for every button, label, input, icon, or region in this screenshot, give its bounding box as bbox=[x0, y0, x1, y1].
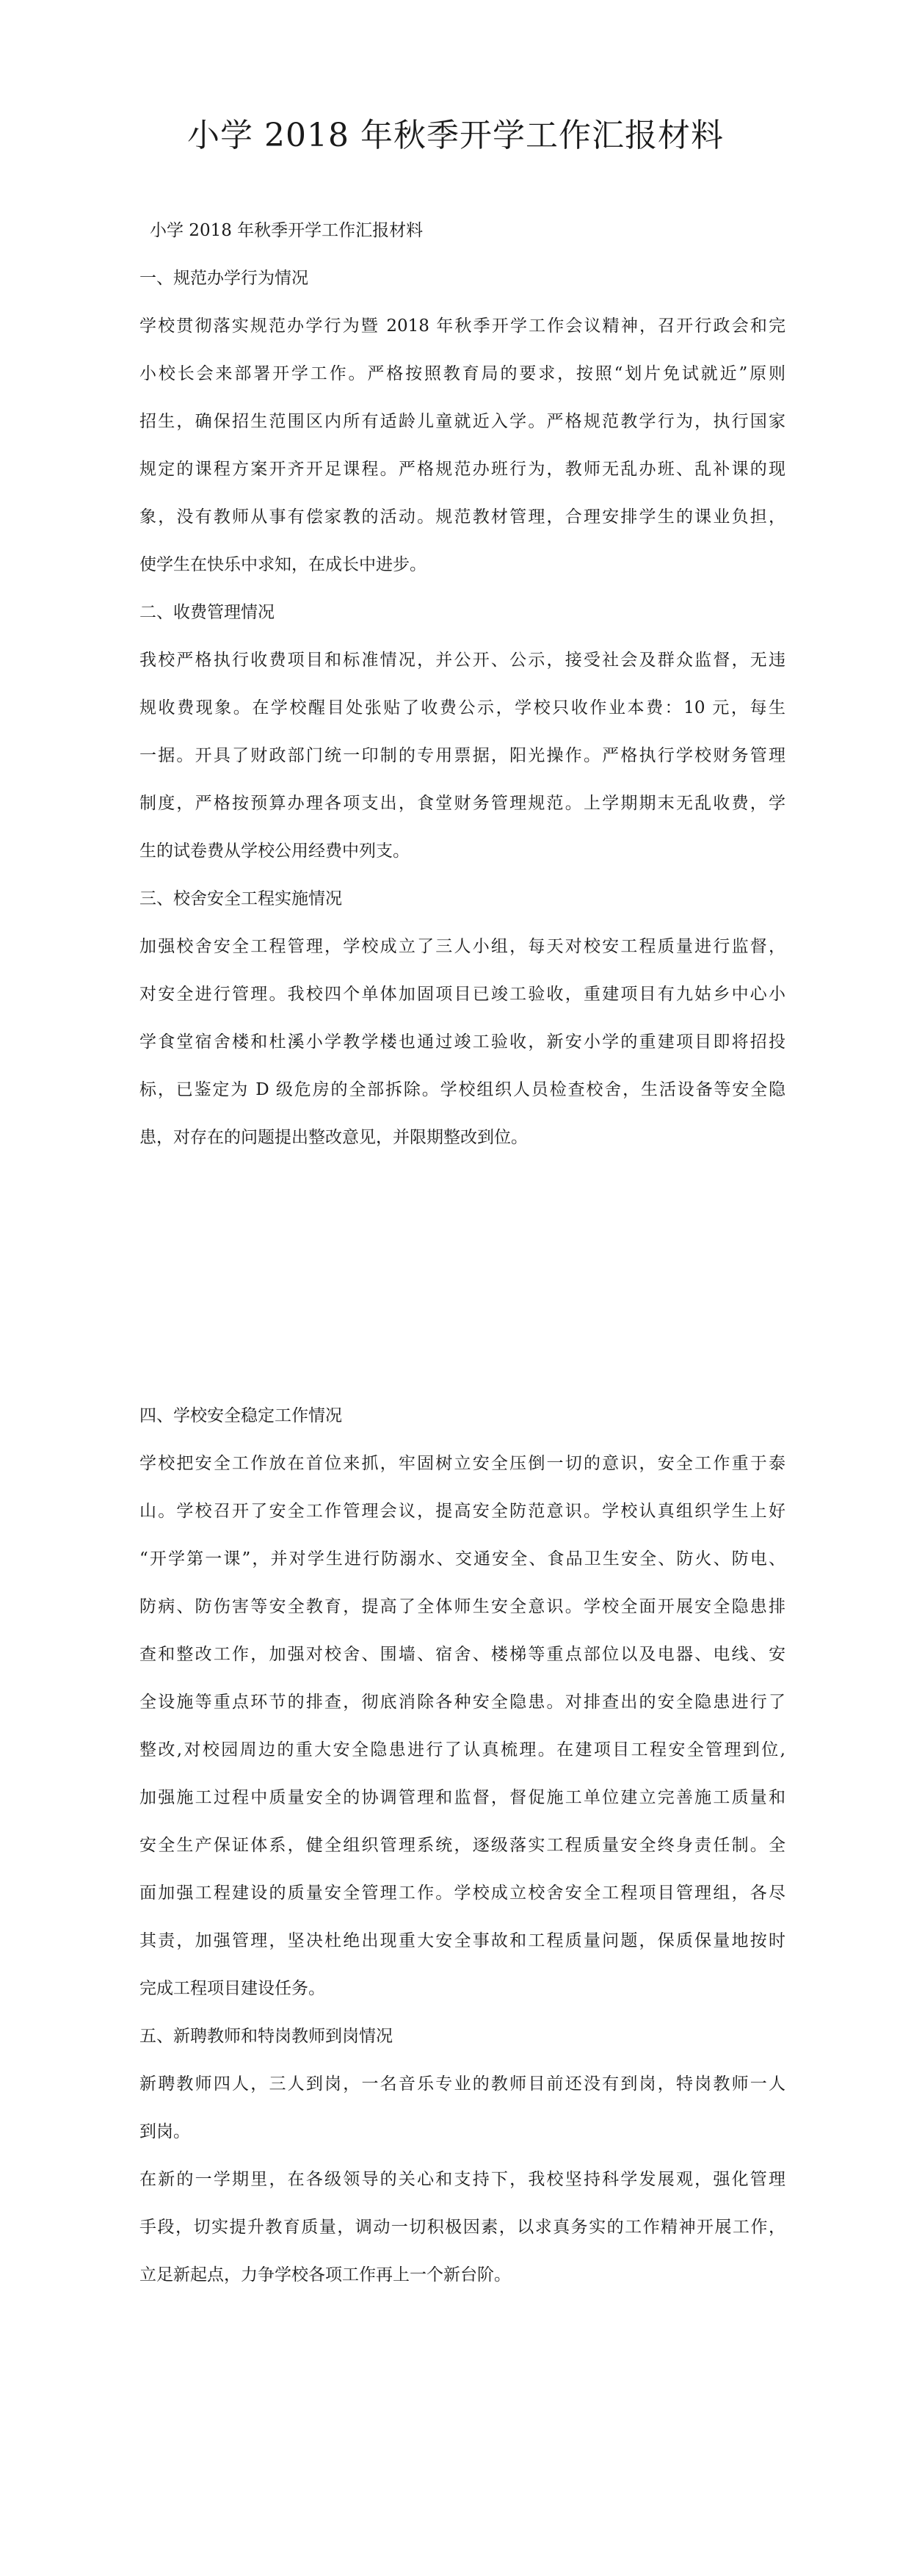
paragraph bbox=[139, 2061, 785, 2156]
body-block-2 bbox=[139, 1392, 785, 2299]
paragraph-line: 规定的课程方案开齐开足课程。严格规范办班行为，教师无乱办班、乱补课的现 bbox=[139, 460, 785, 479]
paragraph-line: 使学生在快乐中求知，在成长中进步。 bbox=[139, 555, 427, 574]
paragraph-line: 标，已鉴定为 D 级危房的全部拆除。学校组织人员检查校舍，生活设备等安全隐 bbox=[139, 1080, 785, 1099]
paragraph bbox=[139, 923, 785, 1162]
paragraph-line: “开学第一课”，并对学生进行防溺水、交通安全、食品卫生安全、防火、防电、 bbox=[139, 1549, 785, 1569]
paragraph-line: 规收费现象。在学校醒目处张贴了收费公示，学校只收作业本费：10 元，每生 bbox=[139, 698, 785, 717]
paragraph-line: 对安全进行管理。我校四个单体加固项目已竣工验收，重建项目有九姑乡中心小 bbox=[139, 985, 785, 1004]
paragraph-line: 其责，加强管理，坚决杜绝出现重大安全事故和工程质量问题，保质保量地按时 bbox=[139, 1931, 785, 1950]
paragraph-line: 患，对存在的问题提出整改意见，并限期整改到位。 bbox=[139, 1128, 528, 1147]
paragraph-line: 面加强工程建设的质量安全管理工作。学校成立校舍安全工程项目管理组，各尽 bbox=[139, 1884, 785, 1903]
paragraph-line: 到岗。 bbox=[139, 2122, 190, 2141]
paragraph-line: 加强校舍安全工程管理，学校成立了三人小组，每天对校安工程质量进行监督， bbox=[139, 937, 785, 956]
paragraph-line: 学校把安全工作放在首位来抓，牢固树立安全压倒一切的意识，安全工作重于泰 bbox=[139, 1454, 785, 1473]
body-block-1 bbox=[139, 207, 785, 1162]
paragraph bbox=[139, 637, 785, 875]
paragraph-line: 我校严格执行收费项目和标准情况，并公开、公示，接受社会及群众监督，无违 bbox=[139, 651, 785, 670]
paragraph-line: 完成工程项目建设任务。 bbox=[139, 1979, 325, 1998]
paragraph-line: 安全生产保证体系，健全组织管理系统，逐级落实工程质量安全终身责任制。全 bbox=[139, 1836, 785, 1855]
paragraph bbox=[139, 2156, 785, 2299]
paragraph-line: 全设施等重点环节的排查，彻底消除各种安全隐患。对排查出的安全隐患进行了 bbox=[139, 1693, 785, 1712]
section-heading: 三、校舍安全工程实施情况 bbox=[139, 889, 342, 908]
paragraph-line: 学校贯彻落实规范办学行为暨 2018 年秋季开学工作会议精神，召开行政会和完 bbox=[139, 316, 785, 336]
paragraph-line: 一据。开具了财政部门统一印制的专用票据，阳光操作。严格执行学校财务管理 bbox=[139, 746, 785, 765]
document-title: 小学 2018 年秋季开学工作汇报材料 bbox=[187, 117, 724, 154]
paragraph-line: 查和整改工作，加强对校舍、围墙、宿舍、楼梯等重点部位以及电器、电线、安 bbox=[139, 1645, 785, 1664]
document-subtitle: 小学 2018 年秋季开学工作汇报材料 bbox=[150, 221, 424, 240]
paragraph-line: 招生，确保招生范围区内所有适龄儿童就近入学。严格规范教学行为，执行国家 bbox=[139, 412, 785, 431]
paragraph-line: 学食堂宿舍楼和杜溪小学教学楼也通过竣工验收，新安小学的重建项目即将招投 bbox=[139, 1032, 785, 1052]
section-heading: 五、新聘教师和特岗教师到岗情况 bbox=[139, 2027, 393, 2046]
paragraph-line: 在新的一学期里，在各级领导的关心和支持下，我校坚持科学发展观，强化管理 bbox=[139, 2170, 785, 2189]
paragraph bbox=[139, 1440, 785, 2013]
paragraph-line: 生的试卷费从学校公用经费中列支。 bbox=[139, 842, 410, 861]
paragraph-line: 手段，切实提升教育质量，调动一切积极因素，以求真务实的工作精神开展工作， bbox=[139, 2218, 785, 2237]
paragraph-line: 立足新起点，力争学校各项工作再上一个新台阶。 bbox=[139, 2265, 511, 2284]
paragraph bbox=[139, 303, 785, 589]
section-heading: 一、规范办学行为情况 bbox=[139, 269, 308, 288]
section-heading: 四、学校安全稳定工作情况 bbox=[139, 1406, 342, 1425]
paragraph-line: 制度，严格按预算办理各项支出，食堂财务管理规范。上学期期末无乱收费，学 bbox=[139, 794, 785, 813]
paragraph-line: 新聘教师四人，三人到岗，一名音乐专业的教师目前还没有到岗，特岗教师一人 bbox=[139, 2074, 785, 2094]
paragraph-line: 防病、防伤害等安全教育，提高了全体师生安全意识。学校全面开展安全隐患排 bbox=[139, 1597, 785, 1616]
paragraph-line: 山。学校召开了安全工作管理会议，提高安全防范意识。学校认真组织学生上好 bbox=[139, 1502, 785, 1521]
section-heading: 二、收费管理情况 bbox=[139, 603, 275, 622]
paragraph-line: 整改,对校园周边的重大安全隐患进行了认真梳理。在建项目工程安全管理到位, bbox=[139, 1740, 785, 1759]
paragraph-line: 加强施工过程中质量安全的协调管理和监督，督促施工单位建立完善施工质量和 bbox=[139, 1788, 785, 1807]
paragraph-line: 小校长会来部署开学工作。严格按照教育局的要求，按照“划片免试就近”原则 bbox=[139, 364, 785, 383]
paragraph-line: 象，没有教师从事有偿家教的活动。规范教材管理，合理安排学生的课业负担， bbox=[139, 507, 785, 527]
